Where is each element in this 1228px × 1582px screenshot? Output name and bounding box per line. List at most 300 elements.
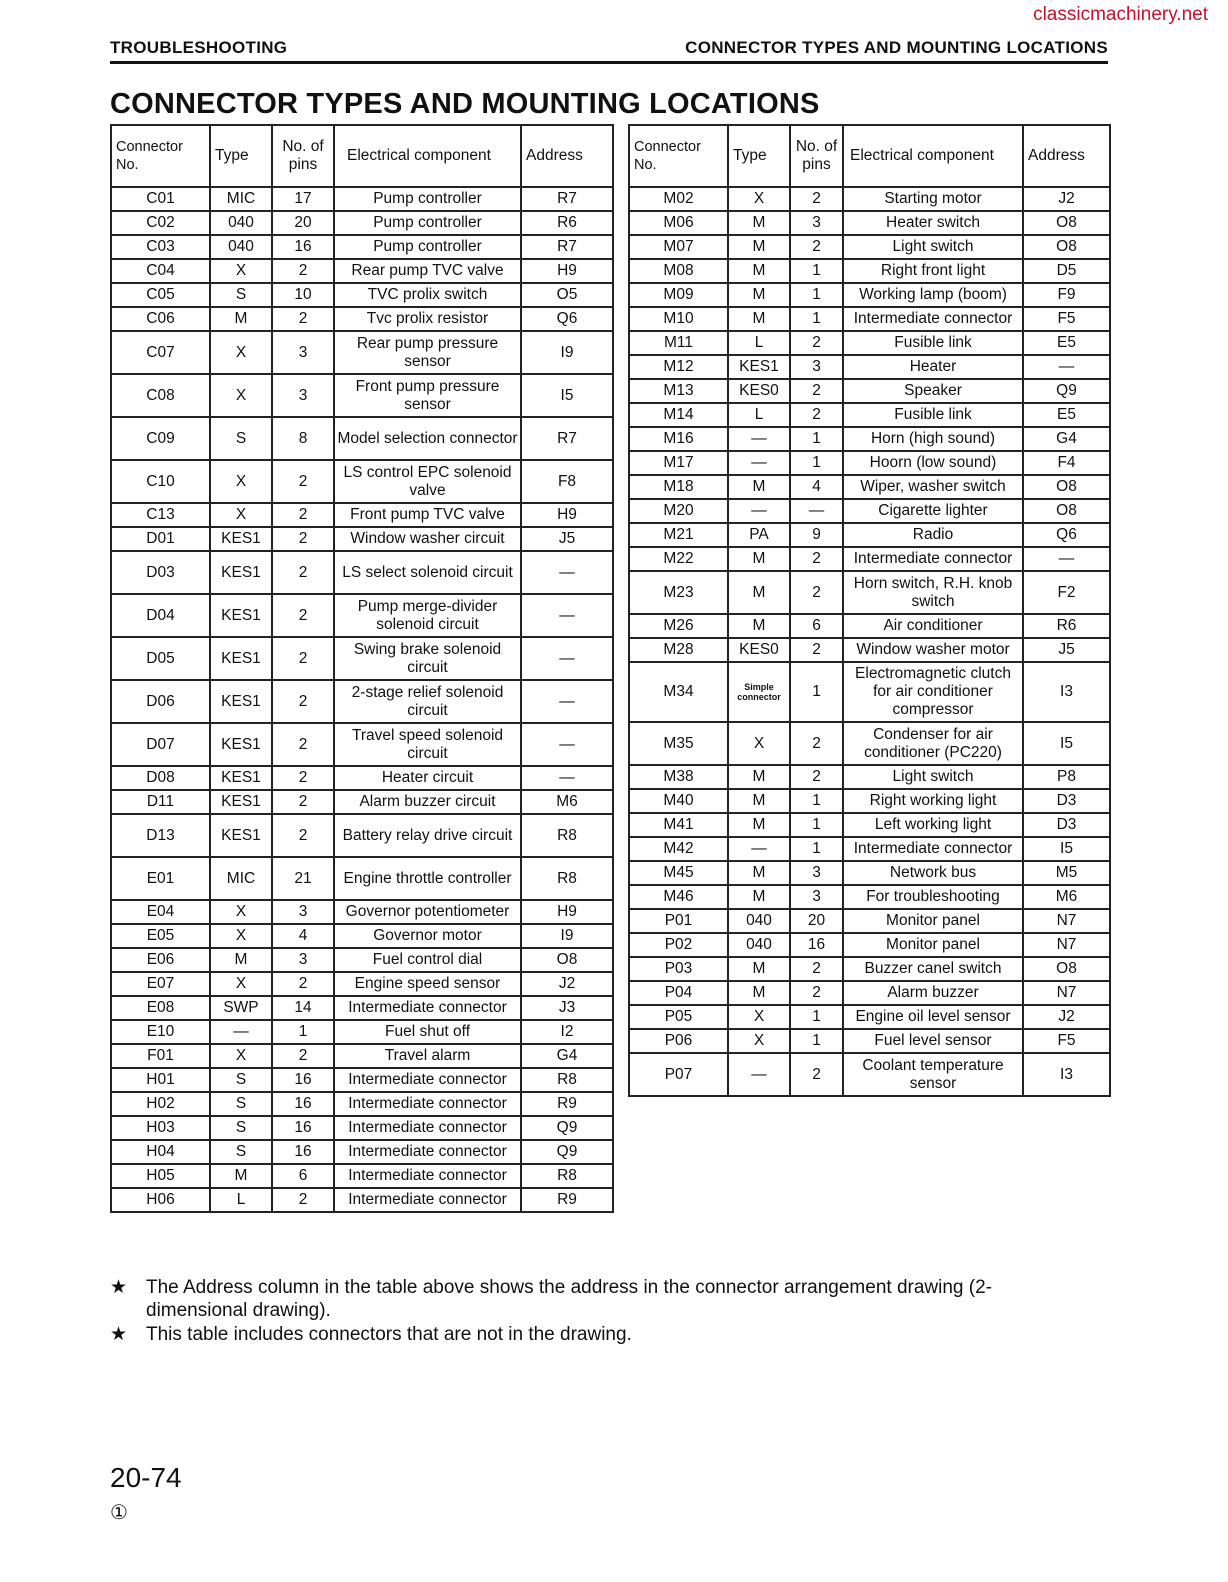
type-cell: M — [210, 948, 272, 972]
pins-cell: 3 — [790, 861, 843, 885]
connector-no-cell: P07 — [629, 1053, 728, 1096]
connector-no-cell: M09 — [629, 283, 728, 307]
address-cell: — — [521, 723, 613, 766]
table-row — [629, 259, 1110, 283]
address-cell: F5 — [1023, 1029, 1110, 1053]
type-cell: X — [210, 331, 272, 374]
note-text: This table includes connectors that are not in the drawing. — [146, 1324, 632, 1345]
pins-cell: 2 — [790, 1053, 843, 1096]
component-cell: Fuel control dial — [334, 948, 521, 972]
pins-cell: 1 — [790, 837, 843, 861]
pins-cell: 2 — [272, 723, 334, 766]
table-row — [629, 861, 1110, 885]
table-row — [629, 837, 1110, 861]
type-cell: M — [210, 1164, 272, 1188]
chapter-header: CONNECTOR TYPES AND MOUNTING LOCATIONS — [685, 38, 1108, 57]
pins-cell: 3 — [272, 374, 334, 417]
connector-no-cell: E07 — [111, 972, 210, 996]
type-cell: M — [728, 547, 790, 571]
connector-no-cell: C05 — [111, 283, 210, 307]
type-cell: M — [728, 307, 790, 331]
table-row — [629, 451, 1110, 475]
type-cell: KES1 — [210, 680, 272, 723]
address-cell: Q9 — [521, 1140, 613, 1164]
table-row — [629, 331, 1110, 355]
connector-no-cell: M20 — [629, 499, 728, 523]
col-header-component: Electrical component — [843, 125, 1023, 187]
component-cell: Model selection connector — [334, 417, 521, 460]
type-cell: M — [210, 307, 272, 331]
address-cell: J2 — [521, 972, 613, 996]
table-row — [111, 551, 613, 594]
pins-cell: 20 — [790, 909, 843, 933]
table-row — [111, 283, 613, 307]
address-cell: I5 — [1023, 722, 1110, 765]
connector-table-left — [110, 124, 614, 1213]
connector-no-cell: E06 — [111, 948, 210, 972]
type-cell: M — [728, 211, 790, 235]
table-row — [629, 1029, 1110, 1053]
pins-cell: 2 — [790, 547, 843, 571]
table-row — [111, 680, 613, 723]
address-cell: O8 — [1023, 235, 1110, 259]
type-cell: L — [210, 1188, 272, 1212]
connector-no-cell: M22 — [629, 547, 728, 571]
type-cell: S — [210, 1068, 272, 1092]
type-cell: PA — [728, 523, 790, 547]
pins-cell: 1 — [790, 451, 843, 475]
connector-no-cell: D13 — [111, 814, 210, 857]
table-row — [629, 187, 1110, 211]
component-cell: Engine throttle controller — [334, 857, 521, 900]
component-cell: Pump controller — [334, 211, 521, 235]
pins-cell: 8 — [272, 417, 334, 460]
component-cell: 2-stage relief solenoid circuit — [334, 680, 521, 723]
connector-no-cell: D04 — [111, 594, 210, 637]
type-cell: S — [210, 1092, 272, 1116]
type-cell: M — [728, 957, 790, 981]
connector-no-cell: D06 — [111, 680, 210, 723]
table-row — [629, 379, 1110, 403]
connector-no-cell: M14 — [629, 403, 728, 427]
component-cell: Front pump pressure sensor — [334, 374, 521, 417]
connector-no-cell: C10 — [111, 460, 210, 503]
table-header-row — [629, 125, 1110, 187]
table-row — [111, 417, 613, 460]
address-cell: — — [521, 680, 613, 723]
component-cell: Rear pump TVC valve — [334, 259, 521, 283]
type-cell: M — [728, 475, 790, 499]
connector-no-cell: C07 — [111, 331, 210, 374]
connector-no-cell: M26 — [629, 614, 728, 638]
connector-no-cell: H06 — [111, 1188, 210, 1212]
component-cell: Right working light — [843, 789, 1023, 813]
type-cell: KES1 — [210, 790, 272, 814]
type-cell: M — [728, 259, 790, 283]
address-cell: I9 — [521, 924, 613, 948]
address-cell: J3 — [521, 996, 613, 1020]
type-cell: — — [728, 1053, 790, 1096]
table-row — [111, 460, 613, 503]
address-cell: — — [521, 637, 613, 680]
pins-cell: 2 — [272, 594, 334, 637]
table-row — [111, 594, 613, 637]
pins-cell: 2 — [272, 259, 334, 283]
table-row — [111, 331, 613, 374]
connector-no-cell: P03 — [629, 957, 728, 981]
table-row — [111, 857, 613, 900]
address-cell: Q9 — [1023, 379, 1110, 403]
address-cell: J2 — [1023, 187, 1110, 211]
address-cell: I3 — [1023, 662, 1110, 722]
table-body-right — [629, 187, 1110, 1096]
table-row — [111, 1044, 613, 1068]
type-cell: M — [728, 861, 790, 885]
connector-no-cell: F01 — [111, 1044, 210, 1068]
table-row — [111, 259, 613, 283]
table-row — [629, 499, 1110, 523]
component-cell: Condenser for air conditioner (PC220) — [843, 722, 1023, 765]
type-cell: KES1 — [728, 355, 790, 379]
address-cell: — — [1023, 355, 1110, 379]
table-row — [629, 1053, 1110, 1096]
type-cell: — — [728, 451, 790, 475]
address-cell: N7 — [1023, 981, 1110, 1005]
table-row — [111, 814, 613, 857]
pins-cell: 10 — [272, 283, 334, 307]
connector-no-cell: M16 — [629, 427, 728, 451]
pins-cell: 16 — [272, 1092, 334, 1116]
table-row — [629, 957, 1110, 981]
component-cell: Right front light — [843, 259, 1023, 283]
address-cell: Q6 — [521, 307, 613, 331]
type-cell: — — [728, 837, 790, 861]
page-number: 20-74 — [110, 1462, 182, 1493]
pins-cell: 1 — [790, 1005, 843, 1029]
table-row — [629, 427, 1110, 451]
component-cell: Cigarette lighter — [843, 499, 1023, 523]
star-icon: ★ — [110, 1324, 128, 1345]
type-cell: X — [728, 1005, 790, 1029]
connector-no-cell: C04 — [111, 259, 210, 283]
component-cell: Starting motor — [843, 187, 1023, 211]
table-row — [629, 307, 1110, 331]
type-cell: Simple connector — [728, 662, 790, 722]
type-cell: — — [210, 1020, 272, 1044]
address-cell: O8 — [1023, 499, 1110, 523]
component-cell: Hoorn (low sound) — [843, 451, 1023, 475]
type-cell: M — [728, 885, 790, 909]
component-cell: Intermediate connector — [843, 307, 1023, 331]
connector-no-cell: E10 — [111, 1020, 210, 1044]
component-cell: LS control EPC solenoid valve — [334, 460, 521, 503]
connector-no-cell: P06 — [629, 1029, 728, 1053]
col-header-pins: No. of pins — [790, 125, 843, 187]
table-row — [111, 235, 613, 259]
component-cell: Wiper, washer switch — [843, 475, 1023, 499]
note-not-in-drawing — [110, 1323, 1070, 1346]
type-cell: M — [728, 765, 790, 789]
pins-cell: 21 — [272, 857, 334, 900]
table-row — [111, 211, 613, 235]
address-cell: H9 — [521, 259, 613, 283]
col-header-address: Address — [521, 125, 613, 187]
connector-no-cell: E04 — [111, 900, 210, 924]
connector-no-cell: M13 — [629, 379, 728, 403]
pins-cell: 17 — [272, 187, 334, 211]
pins-cell: 2 — [272, 637, 334, 680]
address-cell: H9 — [521, 503, 613, 527]
pins-cell: 4 — [790, 475, 843, 499]
table-row — [629, 813, 1110, 837]
connector-no-cell: P02 — [629, 933, 728, 957]
type-cell: S — [210, 1140, 272, 1164]
address-cell: J5 — [521, 527, 613, 551]
type-cell: 040 — [728, 909, 790, 933]
table-row — [111, 900, 613, 924]
component-cell: Heater circuit — [334, 766, 521, 790]
type-cell: MIC — [210, 187, 272, 211]
table-row — [111, 766, 613, 790]
component-cell: Window washer circuit — [334, 527, 521, 551]
connector-no-cell: M07 — [629, 235, 728, 259]
connector-no-cell: M41 — [629, 813, 728, 837]
address-cell: F2 — [1023, 571, 1110, 614]
type-cell: L — [728, 331, 790, 355]
pins-cell: 16 — [272, 1068, 334, 1092]
address-cell: I5 — [1023, 837, 1110, 861]
pins-cell: 2 — [790, 571, 843, 614]
connector-no-cell: H01 — [111, 1068, 210, 1092]
notes — [110, 1276, 1070, 1347]
address-cell: R6 — [1023, 614, 1110, 638]
pins-cell: 1 — [790, 283, 843, 307]
component-cell: Network bus — [843, 861, 1023, 885]
pins-cell: 16 — [272, 235, 334, 259]
address-cell: D3 — [1023, 813, 1110, 837]
address-cell: J5 — [1023, 638, 1110, 662]
col-header-type: Type — [728, 125, 790, 187]
table-row — [111, 1116, 613, 1140]
connector-no-cell: C08 — [111, 374, 210, 417]
type-cell: X — [210, 503, 272, 527]
pins-cell: 2 — [272, 766, 334, 790]
type-cell: 040 — [210, 235, 272, 259]
component-cell: Monitor panel — [843, 909, 1023, 933]
pins-cell: 16 — [790, 933, 843, 957]
type-cell: KES0 — [728, 379, 790, 403]
connector-no-cell: M23 — [629, 571, 728, 614]
type-cell: — — [728, 427, 790, 451]
pins-cell: 3 — [272, 948, 334, 972]
component-cell: Light switch — [843, 235, 1023, 259]
connector-no-cell: M18 — [629, 475, 728, 499]
pins-cell: 2 — [790, 187, 843, 211]
pins-cell: 1 — [790, 662, 843, 722]
type-cell: X — [210, 972, 272, 996]
connector-no-cell: P04 — [629, 981, 728, 1005]
connector-no-cell: H03 — [111, 1116, 210, 1140]
connector-table-right — [628, 124, 1111, 1097]
component-cell: Intermediate connector — [334, 1092, 521, 1116]
connector-no-cell: C13 — [111, 503, 210, 527]
pins-cell: 2 — [272, 1188, 334, 1212]
type-cell: X — [728, 187, 790, 211]
connector-no-cell: E01 — [111, 857, 210, 900]
component-cell: LS select solenoid circuit — [334, 551, 521, 594]
address-cell: N7 — [1023, 909, 1110, 933]
component-cell: Engine oil level sensor — [843, 1005, 1023, 1029]
type-cell: M — [728, 981, 790, 1005]
component-cell: Buzzer canel switch — [843, 957, 1023, 981]
connector-no-cell: D11 — [111, 790, 210, 814]
pins-cell: 2 — [790, 981, 843, 1005]
pins-cell: 2 — [790, 765, 843, 789]
pins-cell: 2 — [272, 972, 334, 996]
type-cell: X — [210, 900, 272, 924]
type-cell: 040 — [210, 211, 272, 235]
address-cell: O5 — [521, 283, 613, 307]
table-row — [111, 187, 613, 211]
address-cell: R8 — [521, 857, 613, 900]
component-cell: Alarm buzzer circuit — [334, 790, 521, 814]
type-cell: M — [728, 235, 790, 259]
pins-cell: 2 — [790, 379, 843, 403]
component-cell: Left working light — [843, 813, 1023, 837]
address-cell: D3 — [1023, 789, 1110, 813]
connector-no-cell: D05 — [111, 637, 210, 680]
note-address — [110, 1276, 1070, 1322]
pins-cell: 4 — [272, 924, 334, 948]
component-cell: Light switch — [843, 765, 1023, 789]
table-row — [629, 547, 1110, 571]
table-row — [629, 1005, 1110, 1029]
type-cell: KES1 — [210, 766, 272, 790]
component-cell: Intermediate connector — [334, 1188, 521, 1212]
address-cell: F5 — [1023, 307, 1110, 331]
address-cell: G4 — [521, 1044, 613, 1068]
section-header: TROUBLESHOOTING — [110, 38, 288, 57]
table-header-row — [111, 125, 613, 187]
type-cell: KES1 — [210, 723, 272, 766]
type-cell: SWP — [210, 996, 272, 1020]
connector-no-cell: D08 — [111, 766, 210, 790]
table-row — [111, 1140, 613, 1164]
table-row — [629, 765, 1110, 789]
component-cell: Coolant temperature sensor — [843, 1053, 1023, 1096]
component-cell: For troubleshooting — [843, 885, 1023, 909]
component-cell: Intermediate connector — [334, 1164, 521, 1188]
table-row — [629, 403, 1110, 427]
type-cell: X — [210, 460, 272, 503]
table-row — [111, 723, 613, 766]
component-cell: Intermediate connector — [334, 996, 521, 1020]
address-cell: Q9 — [521, 1116, 613, 1140]
connector-no-cell: H02 — [111, 1092, 210, 1116]
component-cell: Intermediate connector — [334, 1068, 521, 1092]
type-cell: KES1 — [210, 594, 272, 637]
connector-no-cell: M17 — [629, 451, 728, 475]
component-cell: Battery relay drive circuit — [334, 814, 521, 857]
component-cell: Travel speed solenoid circuit — [334, 723, 521, 766]
address-cell: O8 — [1023, 475, 1110, 499]
component-cell: Fuel shut off — [334, 1020, 521, 1044]
connector-no-cell: M38 — [629, 765, 728, 789]
table-row — [111, 374, 613, 417]
table-row — [111, 1092, 613, 1116]
table-row — [111, 637, 613, 680]
connector-no-cell: M40 — [629, 789, 728, 813]
address-cell: — — [521, 594, 613, 637]
pins-cell: 16 — [272, 1116, 334, 1140]
star-icon: ★ — [110, 1277, 128, 1298]
connector-no-cell: E08 — [111, 996, 210, 1020]
connector-no-cell: M42 — [629, 837, 728, 861]
component-cell: Governor potentiometer — [334, 900, 521, 924]
pins-cell: 1 — [790, 307, 843, 331]
pins-cell: 3 — [272, 331, 334, 374]
connector-no-cell: C06 — [111, 307, 210, 331]
type-cell: X — [728, 722, 790, 765]
type-cell: M — [728, 283, 790, 307]
type-cell: KES1 — [210, 814, 272, 857]
component-cell: Pump controller — [334, 235, 521, 259]
connector-no-cell: P01 — [629, 909, 728, 933]
address-cell: F4 — [1023, 451, 1110, 475]
connector-no-cell: E05 — [111, 924, 210, 948]
col-header-pins: No. of pins — [272, 125, 334, 187]
table-row — [629, 523, 1110, 547]
component-cell: Intermediate connector — [334, 1116, 521, 1140]
pins-cell: 1 — [790, 1029, 843, 1053]
component-cell: Monitor panel — [843, 933, 1023, 957]
address-cell: R8 — [521, 1068, 613, 1092]
address-cell: I9 — [521, 331, 613, 374]
table-row — [111, 1020, 613, 1044]
pins-cell: 3 — [790, 211, 843, 235]
pins-cell: 3 — [272, 900, 334, 924]
component-cell: Swing brake solenoid circuit — [334, 637, 521, 680]
connector-no-cell: M06 — [629, 211, 728, 235]
type-cell: KES1 — [210, 637, 272, 680]
component-cell: Engine speed sensor — [334, 972, 521, 996]
pins-cell: 2 — [790, 235, 843, 259]
pins-cell: 9 — [790, 523, 843, 547]
pins-cell: 2 — [272, 551, 334, 594]
connector-no-cell: M10 — [629, 307, 728, 331]
col-header-address: Address — [1023, 125, 1110, 187]
address-cell: F9 — [1023, 283, 1110, 307]
type-cell: KES1 — [210, 527, 272, 551]
address-cell: R9 — [521, 1188, 613, 1212]
component-cell: Horn switch, R.H. knob switch — [843, 571, 1023, 614]
connector-no-cell: M28 — [629, 638, 728, 662]
connector-no-cell: D07 — [111, 723, 210, 766]
revision-mark: ① — [110, 1502, 128, 1524]
address-cell: M5 — [1023, 861, 1110, 885]
pins-cell: 2 — [790, 331, 843, 355]
table-row — [111, 1068, 613, 1092]
pins-cell: 3 — [790, 885, 843, 909]
component-cell: Fusible link — [843, 331, 1023, 355]
connector-no-cell: C03 — [111, 235, 210, 259]
component-cell: Pump merge-divider solenoid circuit — [334, 594, 521, 637]
address-cell: O8 — [1023, 211, 1110, 235]
address-cell: — — [1023, 547, 1110, 571]
pins-cell: 2 — [272, 307, 334, 331]
address-cell: R9 — [521, 1092, 613, 1116]
table-row — [629, 885, 1110, 909]
